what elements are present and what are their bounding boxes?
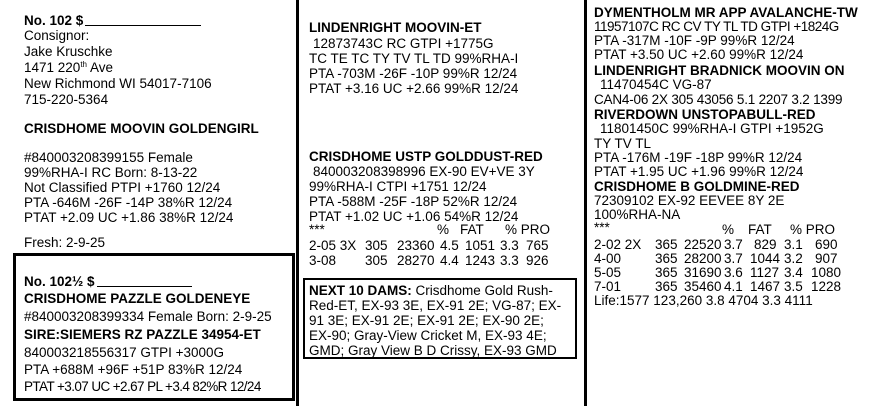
record-cell: 765 [526, 238, 549, 253]
record-cell: 829 [754, 237, 777, 252]
granddam-breed: 100%RHA-NA [594, 207, 681, 222]
record-cell: 3.3 [500, 238, 519, 253]
record-cell: 22520 [684, 237, 722, 252]
next-dams-line-3: 91 3E; EX-91 2E; EX-91 2E; EX-90 2E; [309, 313, 544, 328]
record-cell: 3.4 [784, 265, 803, 280]
record-row: 7-01 [594, 279, 622, 294]
lot-number-102: No. 102 $ [24, 13, 201, 28]
record-cell: 3.6 [724, 265, 743, 280]
price-blank-line [85, 13, 201, 26]
record-cell: 305 [365, 238, 388, 253]
granddam-id: 72309102 EX-92 EEVEE 8Y 2E [594, 193, 785, 208]
third-sire-ptat: PTAT +1.95 UC +1.96 99%R 12/24 [594, 164, 804, 179]
records-header-fat: FAT [460, 222, 484, 237]
mgs-ptat: PTAT +3.50 UC +2.60 99%R 12/24 [594, 47, 804, 62]
record-cell: 1080 [811, 265, 842, 280]
record-row: 2-02 2X [594, 237, 642, 252]
second-sire-id: 11470454C VG-87 [600, 77, 712, 92]
record-cell: 3.2 [784, 251, 803, 266]
record-cell: 35460 [684, 279, 722, 294]
price-blank-line [97, 274, 192, 287]
record-cell: 3.5 [784, 279, 803, 294]
record-cell: 1228 [811, 279, 842, 294]
record-cell: 31690 [684, 265, 722, 280]
record-cell: 1044 [750, 251, 781, 266]
dam-pta: PTA -588M -25F -18P 52%R 12/24 [309, 194, 518, 209]
record-cell: 4.5 [440, 238, 459, 253]
record-cell: 3.7 [724, 237, 743, 252]
record-cell: 1467 [750, 279, 781, 294]
calf-sire: SIRE:SIEMERS RZ PAZZLE 34954-ET [24, 327, 261, 342]
column-divider-1 [296, 0, 299, 406]
calf-ptat: PTAT +3.07 UC +2.67 PL +3.4 82%R 12/24 [24, 379, 261, 394]
third-sire-name: RIVERDOWN UNSTOPABULL-RED [594, 107, 816, 122]
calf-sire-id: 840003218556317 GTPI +3000G [24, 345, 225, 360]
column-divider-2 [584, 0, 587, 406]
record-cell: 365 [655, 265, 678, 280]
consignor-address: 1471 220th Ave [24, 60, 114, 75]
cow-ptat: PTAT +2.09 UC +1.86 38%R 12/24 [24, 210, 234, 225]
record-cell: 907 [815, 251, 838, 266]
record-row: 3-08 [309, 253, 337, 268]
fresh-date: Fresh: 2-9-25 [24, 235, 106, 250]
next-dams-line-1: NEXT 10 DAMS: Crisdhome Gold Rush- [309, 283, 553, 298]
record-cell: 926 [526, 253, 549, 268]
records-header-stars: *** [594, 220, 610, 235]
record-cell: 4.4 [440, 253, 459, 268]
dam-breed: 99%RHA-I CTPI +1751 12/24 [309, 179, 487, 194]
cow-classification: Not Classified PTPI +1760 12/24 [24, 180, 221, 195]
mgs-pta: PTA -317M -10F -9P 99%R 12/24 [594, 33, 795, 48]
cow-breed-born: 99%RHA-I RC Born: 8-13-22 [24, 165, 198, 180]
lot-number-102-half: No. 102½ $ [24, 274, 192, 289]
record-cell: 23360 [397, 238, 435, 253]
record-cell: 4.1 [724, 279, 743, 294]
sire-pta: PTA -703M -26F -10P 99%R 12/24 [309, 66, 518, 81]
record-row: 4-00 [594, 251, 622, 266]
record-cell: 3.3 [500, 253, 519, 268]
dam-id: 840003208398996 EX-90 EV+VE 3Y [313, 164, 535, 179]
consignor-city: New Richmond WI 54017-7106 [24, 76, 212, 91]
consignor-name: Jake Kruschke [24, 44, 113, 59]
record-cell: 3.1 [784, 237, 803, 252]
granddam-name: CRISDHOME B GOLDMINE-RED [594, 179, 800, 194]
record-cell: 305 [365, 253, 388, 268]
second-sire-name: LINDENRIGHT BRADNICK MOOVIN ON [594, 63, 845, 78]
dam-ptat: PTAT +1.02 UC +1.06 54%R 12/24 [309, 209, 519, 224]
dam-name: CRISDHOME USTP GOLDDUST-RED [309, 149, 543, 164]
next-dams-line-4: EX-90; Gray-View Cricket M, EX-93 4E; [309, 328, 547, 343]
cow-name: CRISDHOME MOOVIN GOLDENGIRL [24, 121, 259, 136]
sire-id: 12873743C RC GTPI +1775G [313, 36, 494, 51]
record-row: 2-05 3X [309, 238, 357, 253]
third-sire-id: 11801450C 99%RHA-I GTPI +1952G [600, 121, 824, 136]
record-cell: 365 [655, 237, 678, 252]
record-cell: 3.7 [724, 251, 743, 266]
record-cell: 365 [655, 279, 678, 294]
record-row: 5-05 [594, 265, 622, 280]
mgs-id: 11957107C RC CV TY TL TD GTPI +1824G [594, 19, 839, 34]
sire-traits: TC TE TC TY TV TL TD 99%RHA-I [309, 51, 519, 66]
third-sire-pta: PTA -176M -19F -18P 99%R 12/24 [594, 150, 803, 165]
cow-id: #840003208399155 Female [24, 150, 193, 165]
record-cell: 1127 [750, 265, 780, 280]
consignor-label: Consignor: [24, 28, 90, 43]
record-cell: 365 [655, 251, 678, 266]
second-sire-record: CAN4-06 2X 305 43056 5.1 2207 3.2 1399 [594, 92, 843, 107]
third-sire-traits: TY TV TL [594, 136, 652, 151]
cow-pta: PTA -646M -26F -14P 38%R 12/24 [24, 195, 233, 210]
next-dams-line-2: Red-ET, EX-93 3E, EX-91 2E; VG-87; EX- [309, 298, 562, 313]
calf-id: #840003208399334 Female Born: 2-9-25 [24, 309, 272, 324]
calf-name: CRISDHOME PAZZLE GOLDENEYE [24, 291, 251, 306]
records-header-pro: % PRO [790, 222, 836, 237]
record-cell: 1051 [465, 238, 496, 253]
next-dams-line-5: GMD; Gray View B D Crissy, EX-93 GMD [309, 343, 557, 358]
mgs-name: DYMENTHOLM MR APP AVALANCHE-TW [594, 5, 858, 20]
records-header-pct: % [722, 222, 735, 237]
calf-pta: PTA +688M +96F +51P 83%R 12/24 [24, 362, 243, 377]
consignor-phone: 715-220-5364 [24, 92, 109, 107]
granddam-lifetime: Life:1577 123,260 3.8 4704 3.3 4111 [594, 293, 813, 308]
record-cell: 690 [815, 237, 838, 252]
records-header-pct: % [437, 222, 450, 237]
records-header-fat: FAT [748, 222, 772, 237]
record-cell: 28270 [397, 253, 435, 268]
sire-name: LINDENRIGHT MOOVIN-ET [309, 20, 482, 35]
records-header-pro: % PRO [505, 222, 551, 237]
sire-ptat: PTAT +3.16 UC +2.66 99%R 12/24 [309, 81, 519, 96]
record-cell: 1243 [465, 253, 496, 268]
record-cell: 28200 [684, 251, 722, 266]
records-header-stars: *** [309, 222, 325, 237]
